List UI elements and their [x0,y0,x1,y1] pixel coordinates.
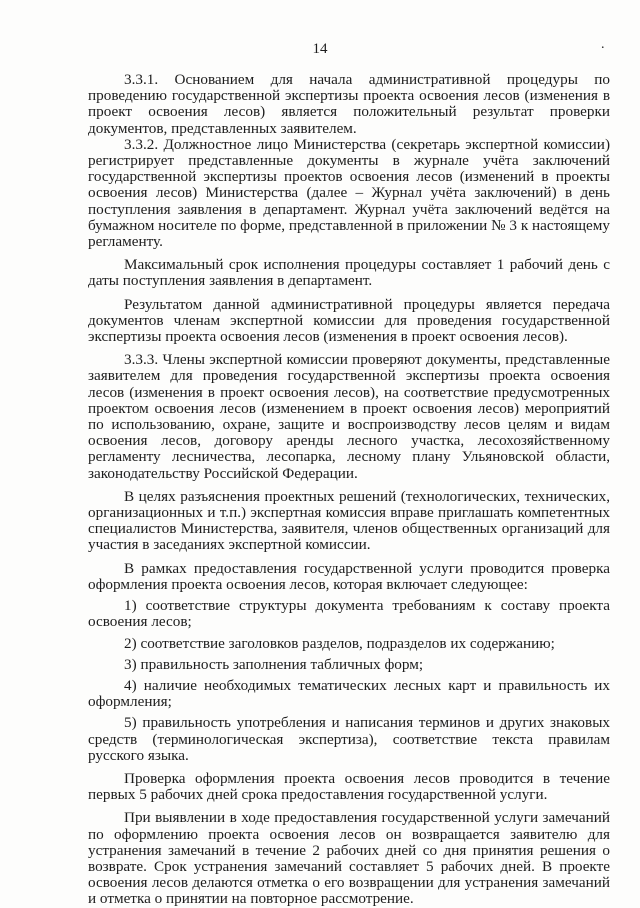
list-item-5: 5) правильность употребления и написания терминов и других знаковых средств (терминологическая экспертиза), соответствие текста правилам русского языка. [88,714,610,764]
paragraph-clarification: В целях разъяснения проектных решений (технологических, технических, организационных и т.п.) экспертная комиссия вправе приглашать компетентных специалистов Министерства, заявителя, членов общественных организаций для участия в заседаниях экспертной комиссии. [88,487,610,554]
list-item-4: 4) наличие необходимых тематических лесных карт и правильность их оформления; [88,676,610,711]
paragraph-result: Результатом данной административной процедуры является передача документов членам экспертной комиссии для проведения государственной экспертизы проекта освоения лесов (изменения в проект освоения лесов). [88,295,610,346]
paragraph-check-period: Проверка оформления проекта освоения лесов проводится в течение первых 5 рабочих дней срока предоставления государственной услуги. [88,769,610,804]
paragraph-return-remarks: При выявлении в ходе предоставления государственной услуги замечаний по оформлению проекта освоения лесов он возвращается заявителю для устранения замечаний в течение 2 рабочих дней со дня принятия решения о возврате. Срок устранения замечаний составляет 5 рабочих дней. В проекте освоения лесов делаются отметка о его возвращении для устранения замечаний и отметка о принятии на повторное рассмотрение. [88,809,610,908]
paragraph-max-term: Максимальный срок исполнения процедуры составляет 1 рабочий день с даты поступления заявления в департамент. [88,256,610,290]
paragraph-3-3-1: 3.3.1. Основанием для начала административной процедуры по проведению государственной экспертизы проекта освоения лесов (изменения в проект освоения лесов) является положительный результат проверки документов, представленных заявителем. [88,71,610,137]
document-body [88,72,610,908]
paragraph-3-3-3: 3.3.3. Члены экспертной комиссии проверяют документы, представленные заявителем для проведения государственной экспертизы проекта освоения лесов (изменения в проект освоения лесов), на соответствие предусмотренных проектом освоения лесов (изменением в проект освоения лесов) мероприятий по использованию, охране, защите и воспроизводству лесов целям и видам освоения лесов, договору аренды лесного участка, лесохозяйственному регламенту лесничества, лесопарка, лесному плану Ульяновской области, законодательству Российской Федерации. [88,351,610,482]
page-number: 14 [312,41,328,57]
list-item-1: 1) соответствие структуры документа требованиям к составу проекта освоения лесов; [88,597,610,631]
paragraph-format-check: В рамках предоставления государственной услуги проводится проверка оформления проекта освоения лесов, которая включает следующее: [88,559,610,593]
paragraph-3-3-2: 3.3.2. Должностное лицо Министерства (секретарь экспертной комиссии) регистрирует представленные документы в журнале учёта заключений государственной экспертизы проектов освоения лесов (изменений в проекты освоения лесов) Министерства (далее – Журнал учёта заключений) в день поступления заявления в департамент. Журнал учёта заключений ведётся на бумажном носителе по форме, представленной в приложении № 3 к настоящему регламенту. [88,135,610,251]
scan-mark: . [601,37,605,52]
list-item-3: 3) правильность заполнения табличных форм; [124,655,424,673]
list-item-2: 2) соответствие заголовков разделов, подразделов их содержанию; [124,634,555,652]
